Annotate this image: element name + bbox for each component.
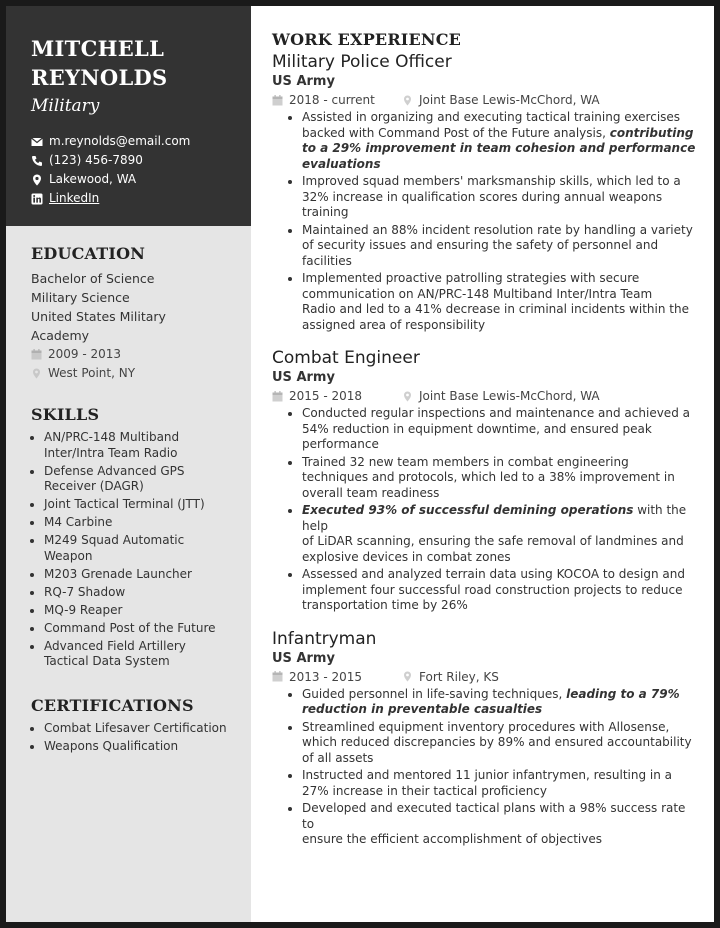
- bullet-text: Assessed and analyzed terrain data using KOCOA to design and: [302, 567, 685, 581]
- bullet-text: facilities: [302, 253, 352, 268]
- list-item: [302, 110, 696, 172]
- education-dates: 2009 - 2013: [31, 345, 241, 364]
- contact-location: Lakewood, WA: [31, 170, 239, 189]
- phone-icon: [31, 155, 43, 167]
- bullet-text: 32% increase in qualification scores during annual weapons: [302, 189, 663, 204]
- list-item: • Advanced Field Artillery Tactical Data System: [44, 639, 241, 670]
- linkedin-icon: [31, 193, 43, 205]
- contact-phone[interactable]: (123) 456-7890: [31, 151, 239, 170]
- job-meta: [272, 91, 696, 109]
- list-item: • MQ-9 Reaper: [44, 603, 241, 619]
- list-item: • M203 Grenade Launcher: [44, 567, 241, 583]
- field-of-study: Military Science: [31, 290, 130, 305]
- bullet-text: training: [302, 205, 349, 219]
- list-item: • M249 Squad Automatic Weapon: [44, 533, 241, 564]
- list-item: [302, 271, 696, 333]
- bullet-text: performance: [302, 437, 379, 451]
- job-title: Military Police Officer: [272, 52, 452, 72]
- job-location: [402, 91, 600, 109]
- work-experience-heading: WORK EXPERIENCE: [272, 30, 462, 49]
- job-title: Infantryman: [272, 628, 377, 649]
- company-name: US Army: [272, 370, 335, 385]
- degree: Bachelor of Science: [31, 271, 155, 286]
- bullet-text: Trained 32 new team members in combat engineering: [302, 454, 629, 469]
- sidebar: [6, 6, 251, 922]
- job-title: Combat Engineer: [272, 348, 420, 368]
- list-item: [302, 768, 696, 799]
- map-pin-icon: [402, 671, 413, 682]
- linkedin-link[interactable]: LinkedIn: [49, 191, 100, 205]
- list-item: • Defense Advanced GPS Receiver (DAGR): [44, 464, 241, 495]
- skills-heading: SKILLS: [31, 405, 100, 424]
- calendar-icon: [272, 95, 283, 106]
- list-item: [302, 687, 696, 718]
- job-location-text: Fort Riley, KS: [419, 669, 499, 684]
- map-pin-icon: [31, 174, 43, 186]
- list-item: • RQ-7 Shadow: [44, 585, 241, 601]
- bullet-text: of LiDAR scanning, ensuring the safe removal of landmines and: [302, 534, 684, 548]
- job-bullets: [272, 687, 696, 848]
- bullet-text: Radio and led to a 41% decrease in criminal incidents within the: [302, 302, 689, 316]
- list-item: • Weapons Qualification: [44, 739, 241, 755]
- list-item: [302, 174, 696, 221]
- emphasis-text: reduction in preventable casualties: [302, 702, 543, 716]
- job-location: [402, 387, 600, 405]
- company-name: US Army: [272, 74, 335, 89]
- emphasis-text: evaluations: [302, 156, 381, 171]
- skills-list: [31, 430, 241, 670]
- bullet-text: 54% reduction in equipment downtime, and ensured peak: [302, 421, 652, 436]
- job-location: [402, 668, 499, 686]
- job-dates: [272, 91, 402, 109]
- school-name: United States Military Academy: [31, 309, 166, 343]
- bullet-text: Streamlined equipment inventory procedures with Allosense,: [302, 719, 670, 734]
- emphasis-text: leading to a 79%: [566, 686, 680, 701]
- list-item: • AN/PRC-148 Multiband Inter/Intra Team Radio: [44, 430, 241, 461]
- job-bullets: [272, 406, 696, 614]
- education-section: [31, 244, 241, 383]
- calendar-icon: [272, 391, 283, 402]
- list-item: [302, 223, 696, 270]
- list-item: • M4 Carbine: [44, 515, 241, 531]
- job-location-text: Joint Base Lewis-McChord, WA: [419, 93, 600, 107]
- certifications-heading: CERTIFICATIONS: [31, 695, 194, 715]
- skills-section: [31, 405, 241, 670]
- list-item: [302, 406, 696, 453]
- emphasis-text: contributing: [609, 125, 694, 140]
- bullet-text: techniques and protocols, which led to a 38% improvement in: [302, 470, 675, 484]
- bullet-text: assigned area of responsibility: [302, 317, 486, 332]
- envelope-icon: [31, 136, 43, 148]
- job-entry: [272, 51, 696, 333]
- sidebar-body: [6, 244, 251, 754]
- list-item: • Joint Tactical Terminal (JTT): [44, 497, 241, 513]
- emphasis-text: Executed 93% of successful demining operations: [302, 503, 634, 517]
- bullet-text: of security issues and ensuring the safety of personnel and: [302, 238, 659, 252]
- list-item: [302, 567, 696, 614]
- bullet-text: with the help: [302, 503, 687, 533]
- education-heading: EDUCATION: [31, 244, 146, 263]
- bullet-text: transportation time by 26%: [302, 598, 468, 612]
- main-content: [272, 30, 696, 862]
- header-block: [6, 6, 251, 226]
- bullet-text: Implemented proactive patrolling strategies with secure: [302, 271, 640, 285]
- contact-linkedin[interactable]: [31, 189, 239, 208]
- job-location-text: Joint Base Lewis-McChord, WA: [419, 389, 600, 403]
- job-entry: [272, 347, 696, 614]
- education-location: West Point, NY: [31, 364, 241, 383]
- job-dates: [272, 387, 402, 405]
- contact-email[interactable]: m.reynolds@email.com: [31, 132, 239, 151]
- list-item: [302, 801, 696, 848]
- bullet-text: communication on AN/PRC-148 Multiband Inter/Intra Team: [302, 286, 653, 301]
- bullet-text: of all assets: [302, 750, 374, 765]
- job-dates-text: 2018 - current: [289, 93, 375, 107]
- list-item: [302, 720, 696, 767]
- list-item: • Combat Lifesaver Certification: [44, 721, 241, 737]
- company-name: US Army: [272, 650, 335, 666]
- job-dates-text: 2013 - 2015: [289, 669, 363, 684]
- contact-info: [31, 132, 239, 208]
- job-title-header: Military: [31, 96, 100, 116]
- calendar-icon: [272, 671, 283, 682]
- resume-page: [6, 6, 714, 922]
- bullet-text: 27% increase in their tactical proficiency: [302, 783, 548, 798]
- certifications-list: [31, 721, 241, 755]
- map-pin-icon: [402, 95, 413, 106]
- jobs-list: [272, 51, 696, 848]
- list-item: [302, 503, 696, 565]
- job-meta: [272, 387, 696, 405]
- certifications-section: [31, 696, 241, 755]
- job-dates-text: 2015 - 2018: [289, 389, 363, 403]
- bullet-text: explosive devices in combat zones: [302, 549, 511, 564]
- job-meta: [272, 668, 696, 686]
- bullet-text: overall team readiness: [302, 485, 440, 500]
- bullet-text: Developed and executed tactical plans with a 98% success rate to: [302, 801, 686, 831]
- bullet-text: Assisted in organizing and executing tactical training exercises: [302, 110, 681, 124]
- candidate-name: MITCHELL REYNOLDS: [31, 36, 168, 90]
- map-pin-icon: [402, 391, 413, 402]
- bullet-text: implement four successful road construction projects to reduce: [302, 582, 683, 597]
- bullet-text: which reduced discrepancies by 89% and ensured accountability: [302, 735, 692, 749]
- bullet-text: Improved squad members' marksmanship skills, which led to a: [302, 174, 681, 188]
- calendar-icon: [31, 349, 42, 360]
- job-dates: [272, 668, 402, 686]
- bullet-text: Maintained an 88% incident resolution rate by handling a variety: [302, 222, 693, 237]
- list-item: [302, 455, 696, 502]
- list-item: • Command Post of the Future: [44, 621, 241, 637]
- bullet-text: Instructed and mentored 11 junior infantrymen, resulting in a: [302, 768, 673, 782]
- bullet-text: backed with Command Post of the Future analysis,: [302, 125, 610, 140]
- emphasis-text: to a 29% improvement in team cohesion and performance: [302, 141, 696, 155]
- job-bullets: [272, 110, 696, 333]
- map-pin-icon: [31, 368, 42, 379]
- bullet-text: Guided personnel in life-saving techniques,: [302, 686, 567, 701]
- job-entry: [272, 628, 696, 848]
- bullet-text: ensure the efficient accomplishment of objectives: [302, 832, 602, 846]
- bullet-text: Conducted regular inspections and maintenance and achieved a: [302, 406, 690, 420]
